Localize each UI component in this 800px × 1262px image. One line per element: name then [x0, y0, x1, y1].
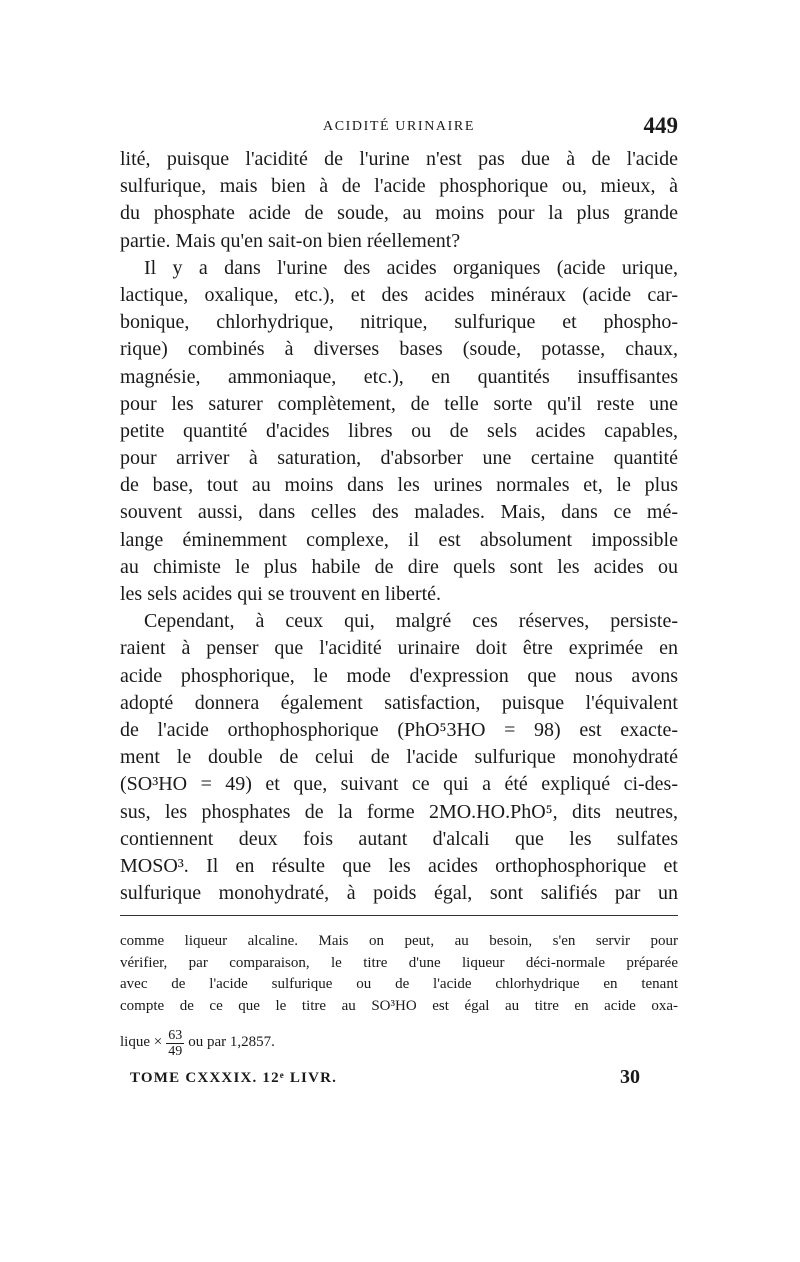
text-line: lité, puisque l'acidité de l'urine n'est pas due à de l'acide [120, 148, 678, 170]
formula-prefix: lique × [120, 1034, 163, 1051]
text-line: au chimiste le plus habile de dire quels sont les acides ou [120, 555, 678, 578]
text-line: sulfurique monohydraté, à poids égal, sont salifiés par un [120, 882, 678, 905]
fraction-denominator: 49 [168, 1043, 183, 1059]
text-line: partie. Mais qu'en sait-on bien réellement? [120, 229, 461, 252]
text-line: Cependant, à ceux qui, malgré ces réserves, persiste- [144, 610, 678, 633]
text-line: raient à penser que l'acidité urinaire doit être exprimée en [120, 637, 678, 660]
sheet-number: 30 [620, 1066, 640, 1088]
text-line: lactique, oxalique, etc.), et des acides minéraux (acide car- [120, 283, 678, 306]
text-line: de base, tout au moins dans les urines normales et, le plus [120, 474, 678, 497]
page-number: 449 [643, 113, 678, 138]
footnote-line: vérifier, par comparaison, le titre d'une liqueur déci-normale préparée [120, 954, 678, 971]
running-title: ACIDITÉ URINAIRE [323, 119, 475, 134]
text-line: du phosphate acide de soude, au moins pour la plus grande [120, 202, 678, 225]
footnote-formula [120, 1021, 678, 1065]
footnote-line: compte de ce que le titre au SO³HO est égal au titre en acide oxa- [120, 997, 678, 1014]
footnote [120, 931, 678, 1065]
text-line: MOSO³. Il en résulte que les acides orthophosphorique et [120, 854, 678, 877]
text-line: ment le double de celui de l'acide sulfurique monohydraté [120, 746, 678, 769]
running-head [120, 113, 678, 143]
text-line: petite quantité d'acides libres ou de sels acides capables, [120, 419, 678, 442]
footnote-separator [120, 915, 678, 916]
printer-signature [130, 1066, 640, 1092]
text-line: rique) combinés à diverses bases (soude, potasse, chaux, [120, 338, 678, 361]
text-line: adopté donnera également satisfaction, puisque l'équivalent [120, 691, 678, 714]
text-line: sulfurique, mais bien à de l'acide phosphorique ou, mieux, à [120, 175, 678, 198]
volume-mark: TOME CXXXIX. 12ᵉ LIVR. [130, 1070, 338, 1086]
text-line: acide phosphorique, le mode d'expression que nous avons [120, 664, 678, 687]
fraction [166, 1028, 184, 1059]
main-text [120, 146, 678, 907]
text-line: bonique, chlorhydrique, nitrique, sulfurique et phospho- [120, 311, 678, 334]
text-line: les sels acides qui se trouvent en liberté. [120, 583, 442, 605]
text-line: (SO³HO = 49) et que, suivant ce qui a été expliqué ci-des- [120, 773, 678, 796]
text-line: contiennent deux fois autant d'alcali que les sulfates [120, 827, 678, 850]
formula-suffix: ou par 1,2857. [188, 1034, 275, 1051]
text-line: magnésie, ammoniaque, etc.), en quantités insuffisantes [120, 365, 678, 388]
text-line: souvent aussi, dans celles des malades. Mais, dans ce mé- [120, 501, 678, 524]
footnote-line: comme liqueur alcaline. Mais on peut, au besoin, s'en servir pour [120, 933, 678, 949]
fraction-numerator: 63 [168, 1027, 183, 1043]
text-line: sus, les phosphates de la forme 2MO.HO.PhO⁵, dits neutres, [120, 800, 678, 823]
text-line: pour les saturer complètement, de telle sorte qu'il reste une [120, 392, 678, 415]
footnote-line: avec de l'acide sulfurique ou de l'acide chlorhydrique en tenant [120, 976, 678, 992]
text-line: lange éminemment complexe, il est absolument impossible [120, 528, 678, 551]
text-line: de l'acide orthophosphorique (PhO⁵3HO = 98) est exacte- [120, 718, 678, 741]
text-line: pour arriver à saturation, d'absorber une certaine quantité [120, 447, 678, 470]
text-line: Il y a dans l'urine des acides organiques (acide urique, [144, 256, 678, 279]
